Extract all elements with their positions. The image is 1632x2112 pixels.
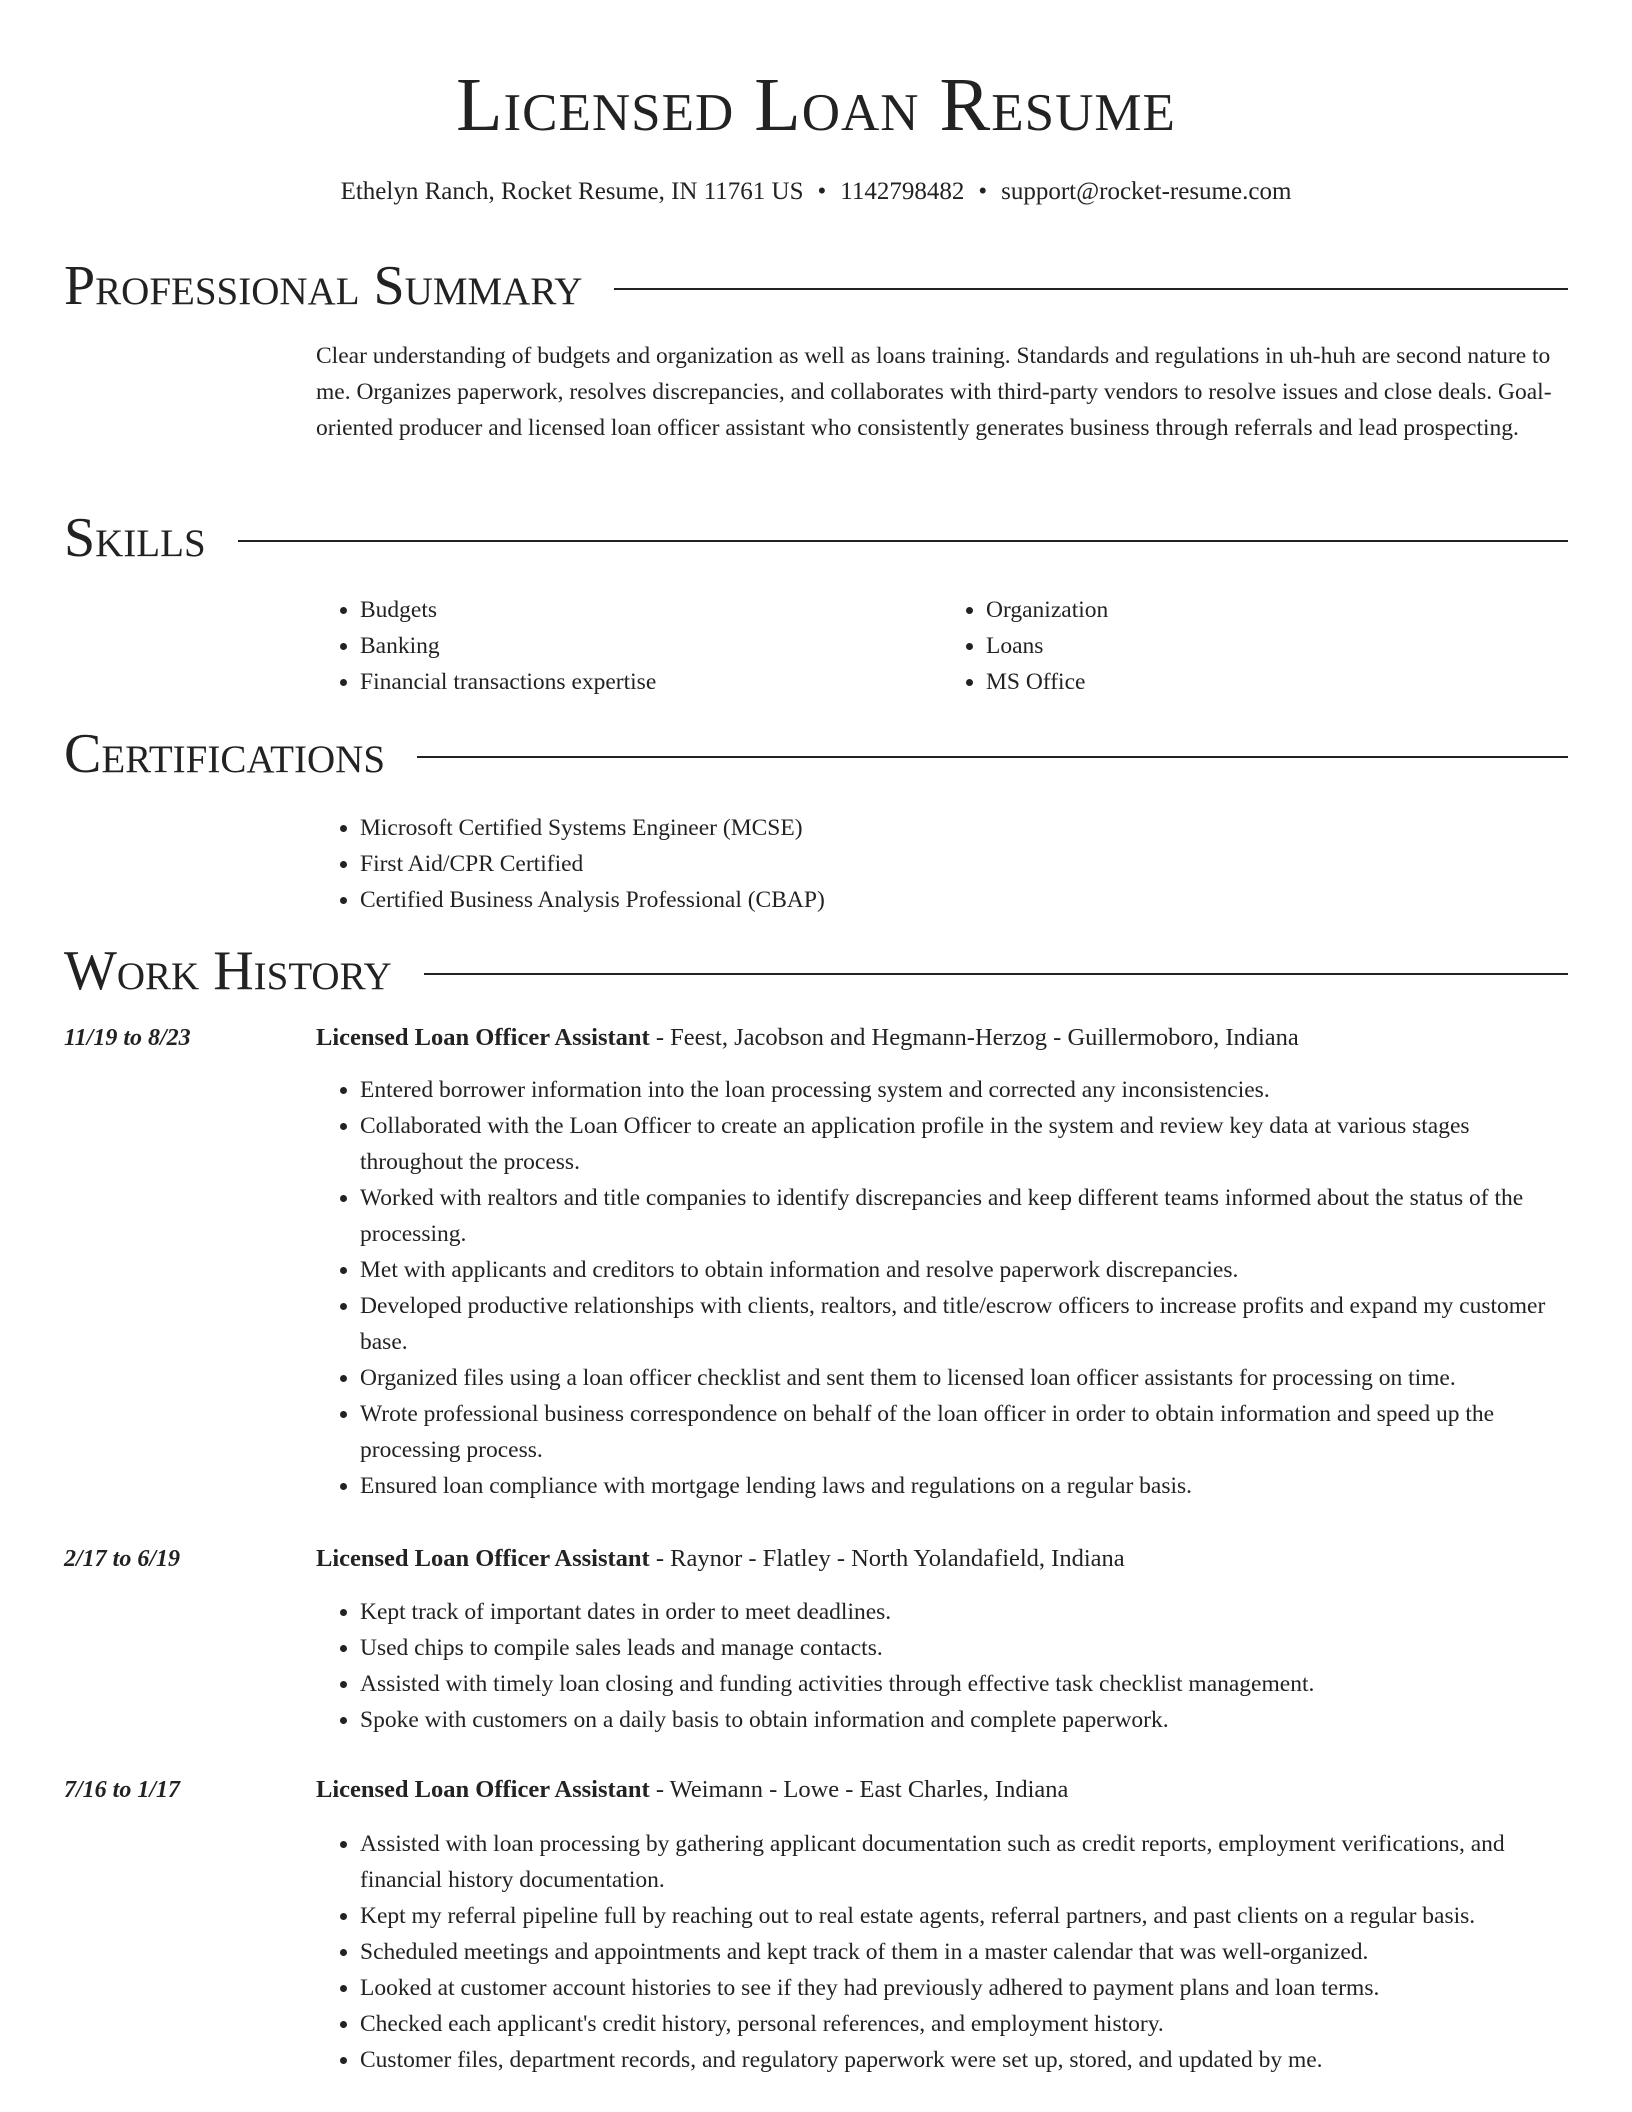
contact-address: Ethelyn Ranch, Rocket Resume, IN 11761 US [340,178,804,205]
job-heading [316,1020,1568,1056]
list-item: • MS Office [986,664,1568,700]
job-bullets [316,1826,1568,2078]
section-header-skills [64,506,1568,570]
resume-title: Licensed Loan Resume [456,63,1176,147]
list-item: • Entered borrower information into the loan processing system and corrected any inconsistencies. [360,1072,1568,1108]
job-bullets [316,1594,1568,1738]
list-item: • Microsoft Certified Systems Engineer (MCSE) [360,810,1568,846]
job-company: - Raynor - Flatley - North Yolandafield, Indiana [649,1545,1125,1572]
list-item: • Organization [986,592,1568,628]
list-item: • Kept track of important dates in order to meet deadlines. [360,1594,1568,1630]
list-item: • Spoke with customers on a daily basis to obtain information and complete paperwork. [360,1702,1568,1738]
list-item: • Met with applicants and creditors to obtain information and resolve paperwork discrepancies. [360,1252,1568,1288]
job-role: Licensed Loan Officer Assistant [316,1776,650,1803]
job-heading [316,1541,1568,1577]
list-item: • Customer files, department records, and regulatory paperwork were set up, stored, and updated by me. [360,2042,1568,2078]
list-item: • First Aid/CPR Certified [360,846,1568,882]
section-title: Work History [64,940,392,1002]
section-title: Professional Summary [64,255,583,317]
section-divider [614,288,1568,290]
skills-column-right [942,592,1568,700]
section-title: Certifications [64,723,386,785]
list-item: • Assisted with loan processing by gathering applicant documentation such as credit reports, employment verifications, and financial history documentation. [360,1826,1568,1898]
job-dates: 2/17 to 6/19 [64,1546,181,1572]
contact-separator: • [817,178,827,205]
certifications-list [316,810,1568,918]
list-item: • Organized files using a loan officer checklist and sent them to licensed loan officer assistants for processing on time. [360,1360,1568,1396]
job-bullets [316,1072,1568,1504]
section-divider [424,973,1568,975]
summary-text: Clear understanding of budgets and organization as well as loans training. Standards and regulations in uh-huh are second nature to me. Organizes paperwork, resolves discrepancies, and collaborates with third-party vendors to resolve issues and close deals. Goal-oriented producer and licensed loan officer assistant who consistently generates business through referrals and lead prospecting. [316,343,1552,441]
contact-phone: 1142798482 [840,178,965,205]
job-company: - Feest, Jacobson and Hegmann-Herzog - Guillermoboro, Indiana [649,1024,1299,1051]
skills-list [316,592,1568,700]
section-divider [238,540,1568,542]
section-title: Skills [64,507,206,569]
list-item: • Budgets [360,592,942,628]
list-item: • Certified Business Analysis Professional (CBAP) [360,882,1568,918]
job-role: Licensed Loan Officer Assistant [316,1024,650,1051]
section-header-certifications [64,722,1568,786]
job-role: Licensed Loan Officer Assistant [316,1545,650,1572]
list-item: • Collaborated with the Loan Officer to create an application profile in the system and review key data at various stages throughout the process. [360,1108,1568,1180]
skills-column-left [316,592,942,700]
job-company: - Weimann - Lowe - East Charles, Indiana [649,1776,1069,1803]
contact-email: support@rocket-resume.com [1001,178,1292,205]
list-item: • Wrote professional business correspondence on behalf of the loan officer in order to obtain information and speed up the processing process. [360,1396,1568,1468]
job-heading [316,1772,1568,1808]
list-item: • Checked each applicant's credit history, personal references, and employment history. [360,2006,1568,2042]
job-dates: 7/16 to 1/17 [64,1777,181,1803]
list-item: • Banking [360,628,942,664]
list-item: • Loans [986,628,1568,664]
job-dates: 11/19 to 8/23 [64,1025,191,1051]
list-item: • Financial transactions expertise [360,664,942,700]
section-header-work-history [64,939,1568,1003]
section-divider [417,756,1568,758]
contact-line [0,176,1632,208]
contact-separator: • [978,178,988,205]
list-item: • Scheduled meetings and appointments and kept track of them in a master calendar that was well-organized. [360,1934,1568,1970]
list-item: • Assisted with timely loan closing and funding activities through effective task checklist management. [360,1666,1568,1702]
section-header-summary [64,254,1568,318]
list-item: • Kept my referral pipeline full by reaching out to real estate agents, referral partners, and past clients on a regular basis. [360,1898,1568,1934]
list-item: • Worked with realtors and title companies to identify discrepancies and keep different teams informed about the status of the processing. [360,1180,1568,1252]
list-item: • Developed productive relationships with clients, realtors, and title/escrow officers to increase profits and expand my customer base. [360,1288,1568,1360]
list-item: • Ensured loan compliance with mortgage lending laws and regulations on a regular basis. [360,1468,1568,1504]
list-item: • Looked at customer account histories to see if they had previously adhered to payment plans and loan terms. [360,1970,1568,2006]
list-item: • Used chips to compile sales leads and manage contacts. [360,1630,1568,1666]
